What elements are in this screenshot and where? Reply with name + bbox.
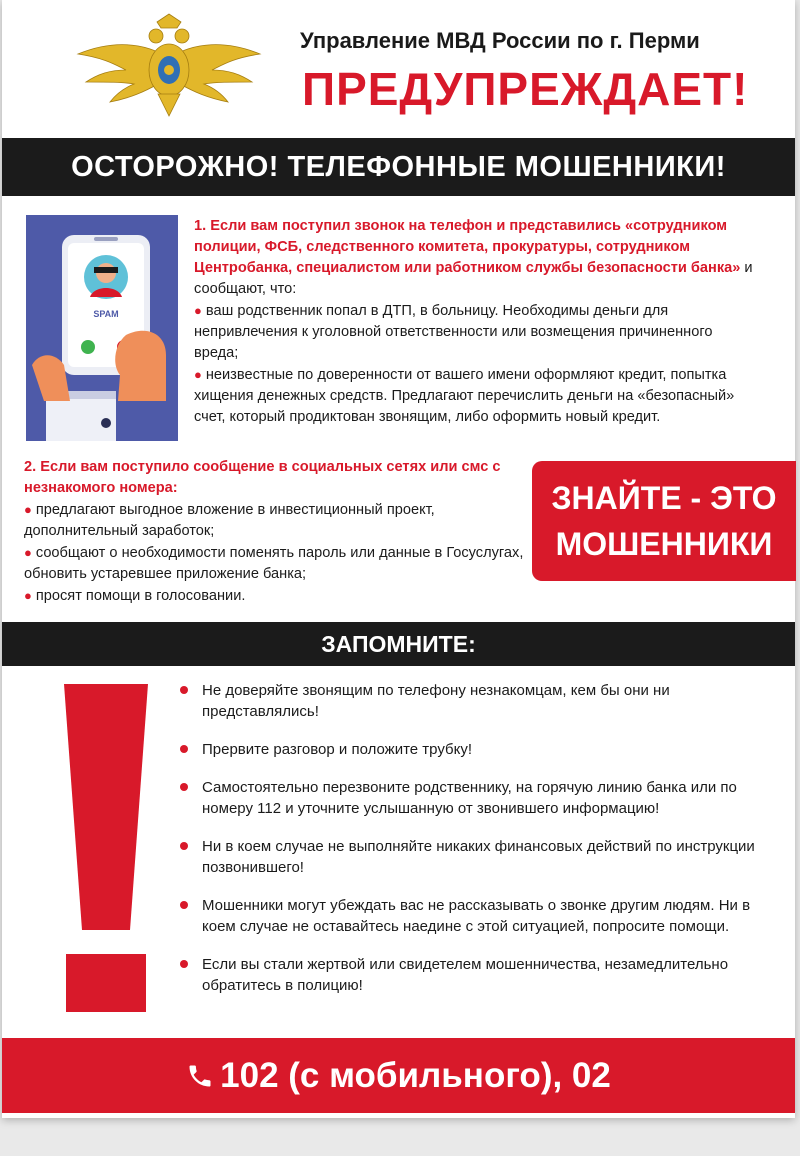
scenario-message-lead: 2. Если вам поступило сообщение в социальных сетях или смс с незнакомого номера:	[24, 459, 501, 496]
scenario-phone-call-lead-tail: и сообщают, что:	[194, 260, 753, 297]
bullet-icon	[180, 745, 188, 753]
remember-item-text: Самостоятельно перезвоните родственнику, на горячую линию банка или по номеру 112 и уточните услышанную от звонившего информацию!	[202, 779, 737, 817]
phone-spam-illustration-icon	[26, 215, 178, 441]
bullet-icon	[180, 960, 188, 968]
scenario-message-item: предлагают выгодное вложение в инвестиционный проект, дополнительный заработок;	[24, 502, 435, 539]
exclamation-icon	[60, 684, 152, 1014]
phone-handset-icon	[186, 1060, 214, 1092]
emergency-phone-number: 102 (с мобильного), 02	[220, 1055, 611, 1095]
scenario-phone-call-item: ваш родственник попал в ДТП, в больницу. Необходимы деньги для непривлечения к уголовной ответственности или возмещения причиненного вреда;	[194, 303, 713, 361]
bullet-icon	[180, 686, 188, 694]
mvd-emblem-icon	[74, 12, 264, 120]
remember-item-text: Ни в коем случае не выполняйте никаких финансовых действий по инструкции позвонившего!	[202, 838, 755, 876]
scenario-phone-call	[194, 216, 754, 428]
remember-item-text: Если вы стали жертвой или свидетелем мошенничества, незамедлительно обратитесь в полицию!	[202, 956, 729, 994]
bullet-icon: ●	[24, 545, 32, 560]
remember-item	[180, 895, 770, 937]
bullet-icon: ●	[24, 502, 32, 517]
remember-item	[180, 680, 770, 722]
scenario-phone-call-item: неизвестные по доверенности от вашего имени оформляют кредит, попытка хищения денежных средств. Предлагают перечислить деньги на «безопасный» счет, который продиктован звонящим, либо оформить новый кредит.	[194, 367, 735, 425]
scam-callout	[532, 461, 796, 581]
scenario-message-item: просят помощи в голосовании.	[35, 588, 246, 604]
remember-item-text: Мошенники могут убеждать вас не рассказывать о звонке другим людям. Ни в коем случае не оставайтесь наедине с этой ситуацией, попросите помощи.	[202, 897, 751, 935]
remember-item	[180, 777, 770, 819]
bullet-icon: ●	[194, 303, 202, 318]
remember-item-text: Не доверяйте звонящим по телефону незнакомцам, кем бы они ни представлялись!	[202, 682, 670, 720]
bullet-icon: ●	[194, 367, 202, 382]
remember-list	[180, 680, 770, 1013]
bullet-icon	[180, 842, 188, 850]
scenario-message-item: сообщают о необходимости поменять пароль или данные в Госуслугах, обновить устаревшее приложение банка;	[24, 545, 524, 582]
organization-name: Управление МВД России по г. Перми	[300, 28, 700, 53]
bullet-icon	[180, 901, 188, 909]
remember-item-text: Прервите разговор и положите трубку!	[202, 741, 472, 758]
spam-label: SPAM	[93, 309, 119, 319]
scam-callout-line1: ЗНАЙТЕ - ЭТО	[551, 480, 777, 516]
bullet-icon	[180, 783, 188, 791]
bullet-icon: ●	[24, 588, 32, 603]
remember-item	[180, 739, 770, 760]
scenario-message	[24, 457, 524, 607]
scenario-phone-call-lead: 1. Если вам поступил звонок на телефон и представились «сотрудником полиции, ФСБ, следственного комитета, прокуратуры, сотрудником Центробанка, специалистом или работником службы безопасности банка»	[194, 218, 741, 276]
remember-item	[180, 954, 770, 996]
warning-banner: ОСТОРОЖНО! ТЕЛЕФОННЫЕ МОШЕННИКИ!	[2, 138, 795, 196]
emergency-phone-bar	[2, 1038, 795, 1113]
remember-item	[180, 836, 770, 878]
remember-heading: ЗАПОМНИТЕ:	[2, 622, 795, 666]
poster	[2, 0, 795, 1118]
warns-heading: ПРЕДУПРЕЖДАЕТ!	[302, 63, 749, 115]
scam-callout-line2: МОШЕННИКИ	[555, 526, 773, 562]
